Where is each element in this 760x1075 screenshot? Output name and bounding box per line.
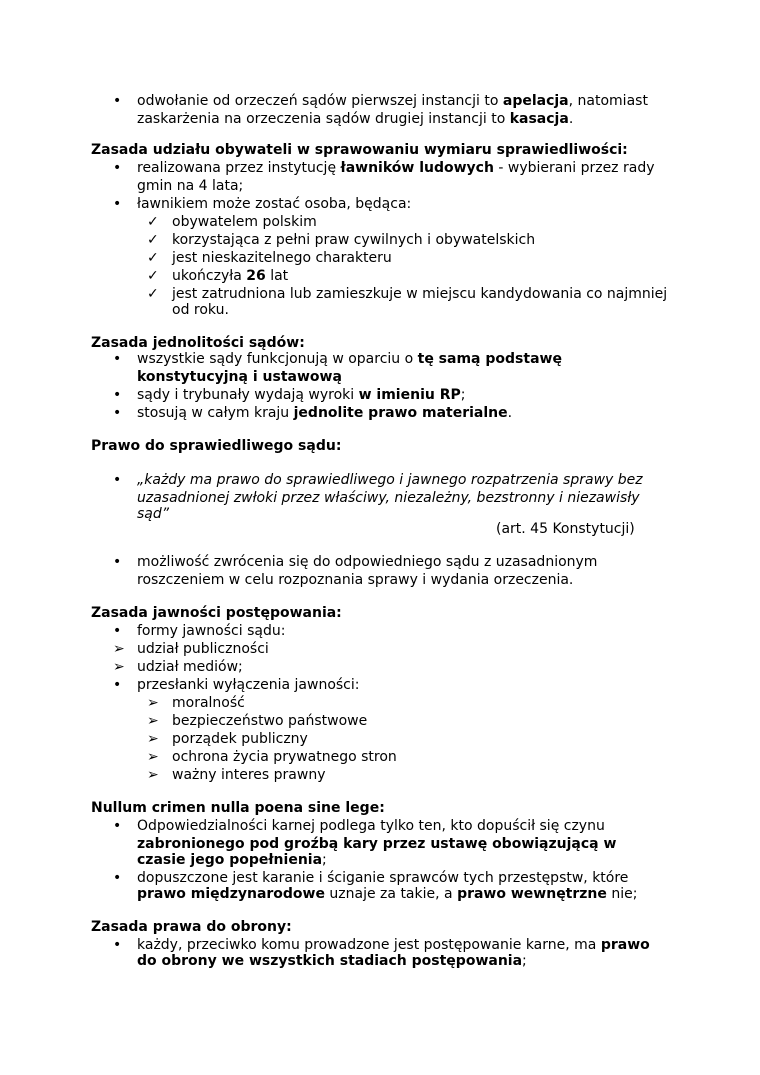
list-item-continuation: do obrony we wszystkich stadiach postępowania; bbox=[137, 953, 527, 969]
bullet-icon: • bbox=[113, 937, 122, 953]
bullet-icon: • bbox=[113, 387, 122, 403]
sub-list-item: ochrona życia prywatnego stron bbox=[172, 749, 397, 765]
checkmark-icon: ✓ bbox=[147, 286, 159, 302]
sub-list-item: jest nieskazitelnego charakteru bbox=[172, 250, 392, 266]
bullet-icon: • bbox=[113, 677, 122, 693]
bullet-icon: • bbox=[113, 160, 122, 176]
list-item: stosują w całym kraju jednolite prawo materialne. bbox=[137, 405, 513, 421]
list-item-continuation: czasie jego popełnienia; bbox=[137, 852, 327, 868]
bullet-icon: • bbox=[113, 554, 122, 570]
list-item: odwołanie od orzeczeń sądów pierwszej instancji to apelacja, natomiast bbox=[137, 93, 648, 109]
arrow-bullet-icon: ➢ bbox=[147, 731, 159, 747]
list-item: przesłanki wyłączenia jawności: bbox=[137, 677, 360, 693]
section-heading: Zasada prawa do obrony: bbox=[91, 919, 292, 935]
list-item: udział mediów; bbox=[137, 659, 243, 675]
list-item: ławnikiem może zostać osoba, będąca: bbox=[137, 196, 412, 212]
arrow-bullet-icon: ➢ bbox=[147, 767, 159, 783]
sub-list-item: jest zatrudniona lub zamieszkuje w miejscu kandydowania co najmniej bbox=[172, 286, 668, 302]
arrow-bullet-icon: ➢ bbox=[113, 641, 125, 657]
citation-reference: (art. 45 Konstytucji) bbox=[496, 521, 635, 537]
arrow-bullet-icon: ➢ bbox=[147, 695, 159, 711]
bullet-icon: • bbox=[113, 196, 122, 212]
section-heading: Prawo do sprawiedliwego sądu: bbox=[91, 438, 342, 454]
section-heading: Nullum crimen nulla poena sine lege: bbox=[91, 800, 385, 816]
quote-line: uzasadnionej zwłoki przez właściwy, niezależny, bezstronny i niezawisły bbox=[137, 490, 640, 506]
list-item: każdy, przeciwko komu prowadzone jest postępowanie karne, ma prawo bbox=[137, 937, 650, 953]
checkmark-icon: ✓ bbox=[147, 268, 159, 284]
list-item-continuation: gmin na 4 lata; bbox=[137, 178, 244, 194]
sub-list-item: moralność bbox=[172, 695, 245, 711]
arrow-bullet-icon: ➢ bbox=[147, 749, 159, 765]
sub-list-item: korzystająca z pełni praw cywilnych i obywatelskich bbox=[172, 232, 536, 248]
sub-list-item: ukończyła 26 lat bbox=[172, 268, 289, 284]
list-item: wszystkie sądy funkcjonują w oparciu o tę samą podstawę bbox=[137, 351, 562, 367]
list-item: sądy i trybunały wydają wyroki w imieniu RP; bbox=[137, 387, 466, 403]
sub-list-item-continuation: od roku. bbox=[172, 302, 229, 318]
quote-line: sąd” bbox=[137, 506, 170, 522]
bullet-icon: • bbox=[113, 351, 122, 367]
section-heading: Zasada jednolitości sądów: bbox=[91, 335, 305, 351]
section-heading: Zasada udziału obywateli w sprawowaniu wymiaru sprawiedliwości: bbox=[91, 142, 628, 158]
section-heading: Zasada jawności postępowania: bbox=[91, 605, 342, 621]
checkmark-icon: ✓ bbox=[147, 214, 159, 230]
arrow-bullet-icon: ➢ bbox=[113, 659, 125, 675]
sub-list-item: porządek publiczny bbox=[172, 731, 308, 747]
checkmark-icon: ✓ bbox=[147, 250, 159, 266]
list-item: udział publiczności bbox=[137, 641, 269, 657]
sub-list-item: ważny interes prawny bbox=[172, 767, 326, 783]
list-item-continuation: konstytucyjną i ustawową bbox=[137, 369, 342, 385]
list-item-continuation: prawo międzynarodowe uznaje za takie, a prawo wewnętrzne nie; bbox=[137, 886, 638, 902]
bullet-icon: • bbox=[113, 870, 122, 886]
sub-list-item: obywatelem polskim bbox=[172, 214, 317, 230]
list-item: dopuszczone jest karanie i ściganie sprawców tych przestępstw, które bbox=[137, 870, 629, 886]
list-item: formy jawności sądu: bbox=[137, 623, 286, 639]
sub-list-item: bezpieczeństwo państwowe bbox=[172, 713, 368, 729]
list-item-continuation: zaskarżenia na orzeczenia sądów drugiej instancji to kasacja. bbox=[137, 111, 574, 127]
arrow-bullet-icon: ➢ bbox=[147, 713, 159, 729]
list-item: Odpowiedzialności karnej podlega tylko ten, kto dopuścił się czynu bbox=[137, 818, 605, 834]
bullet-icon: • bbox=[113, 405, 122, 421]
bullet-icon: • bbox=[113, 623, 122, 639]
list-item-continuation: zabronionego pod groźbą kary przez ustawę obowiązującą w bbox=[137, 836, 617, 852]
bullet-icon: • bbox=[113, 818, 122, 834]
list-item: realizowana przez instytucję ławników ludowych - wybierani przez rady bbox=[137, 160, 655, 176]
bullet-icon: • bbox=[113, 472, 122, 488]
quote-line: „każdy ma prawo do sprawiedliwego i jawnego rozpatrzenia sprawy bez bbox=[137, 472, 643, 488]
bullet-icon: • bbox=[113, 93, 122, 109]
checkmark-icon: ✓ bbox=[147, 232, 159, 248]
list-item-continuation: roszczeniem w celu rozpoznania sprawy i wydania orzeczenia. bbox=[137, 572, 574, 588]
list-item: możliwość zwrócenia się do odpowiedniego sądu z uzasadnionym bbox=[137, 554, 598, 570]
